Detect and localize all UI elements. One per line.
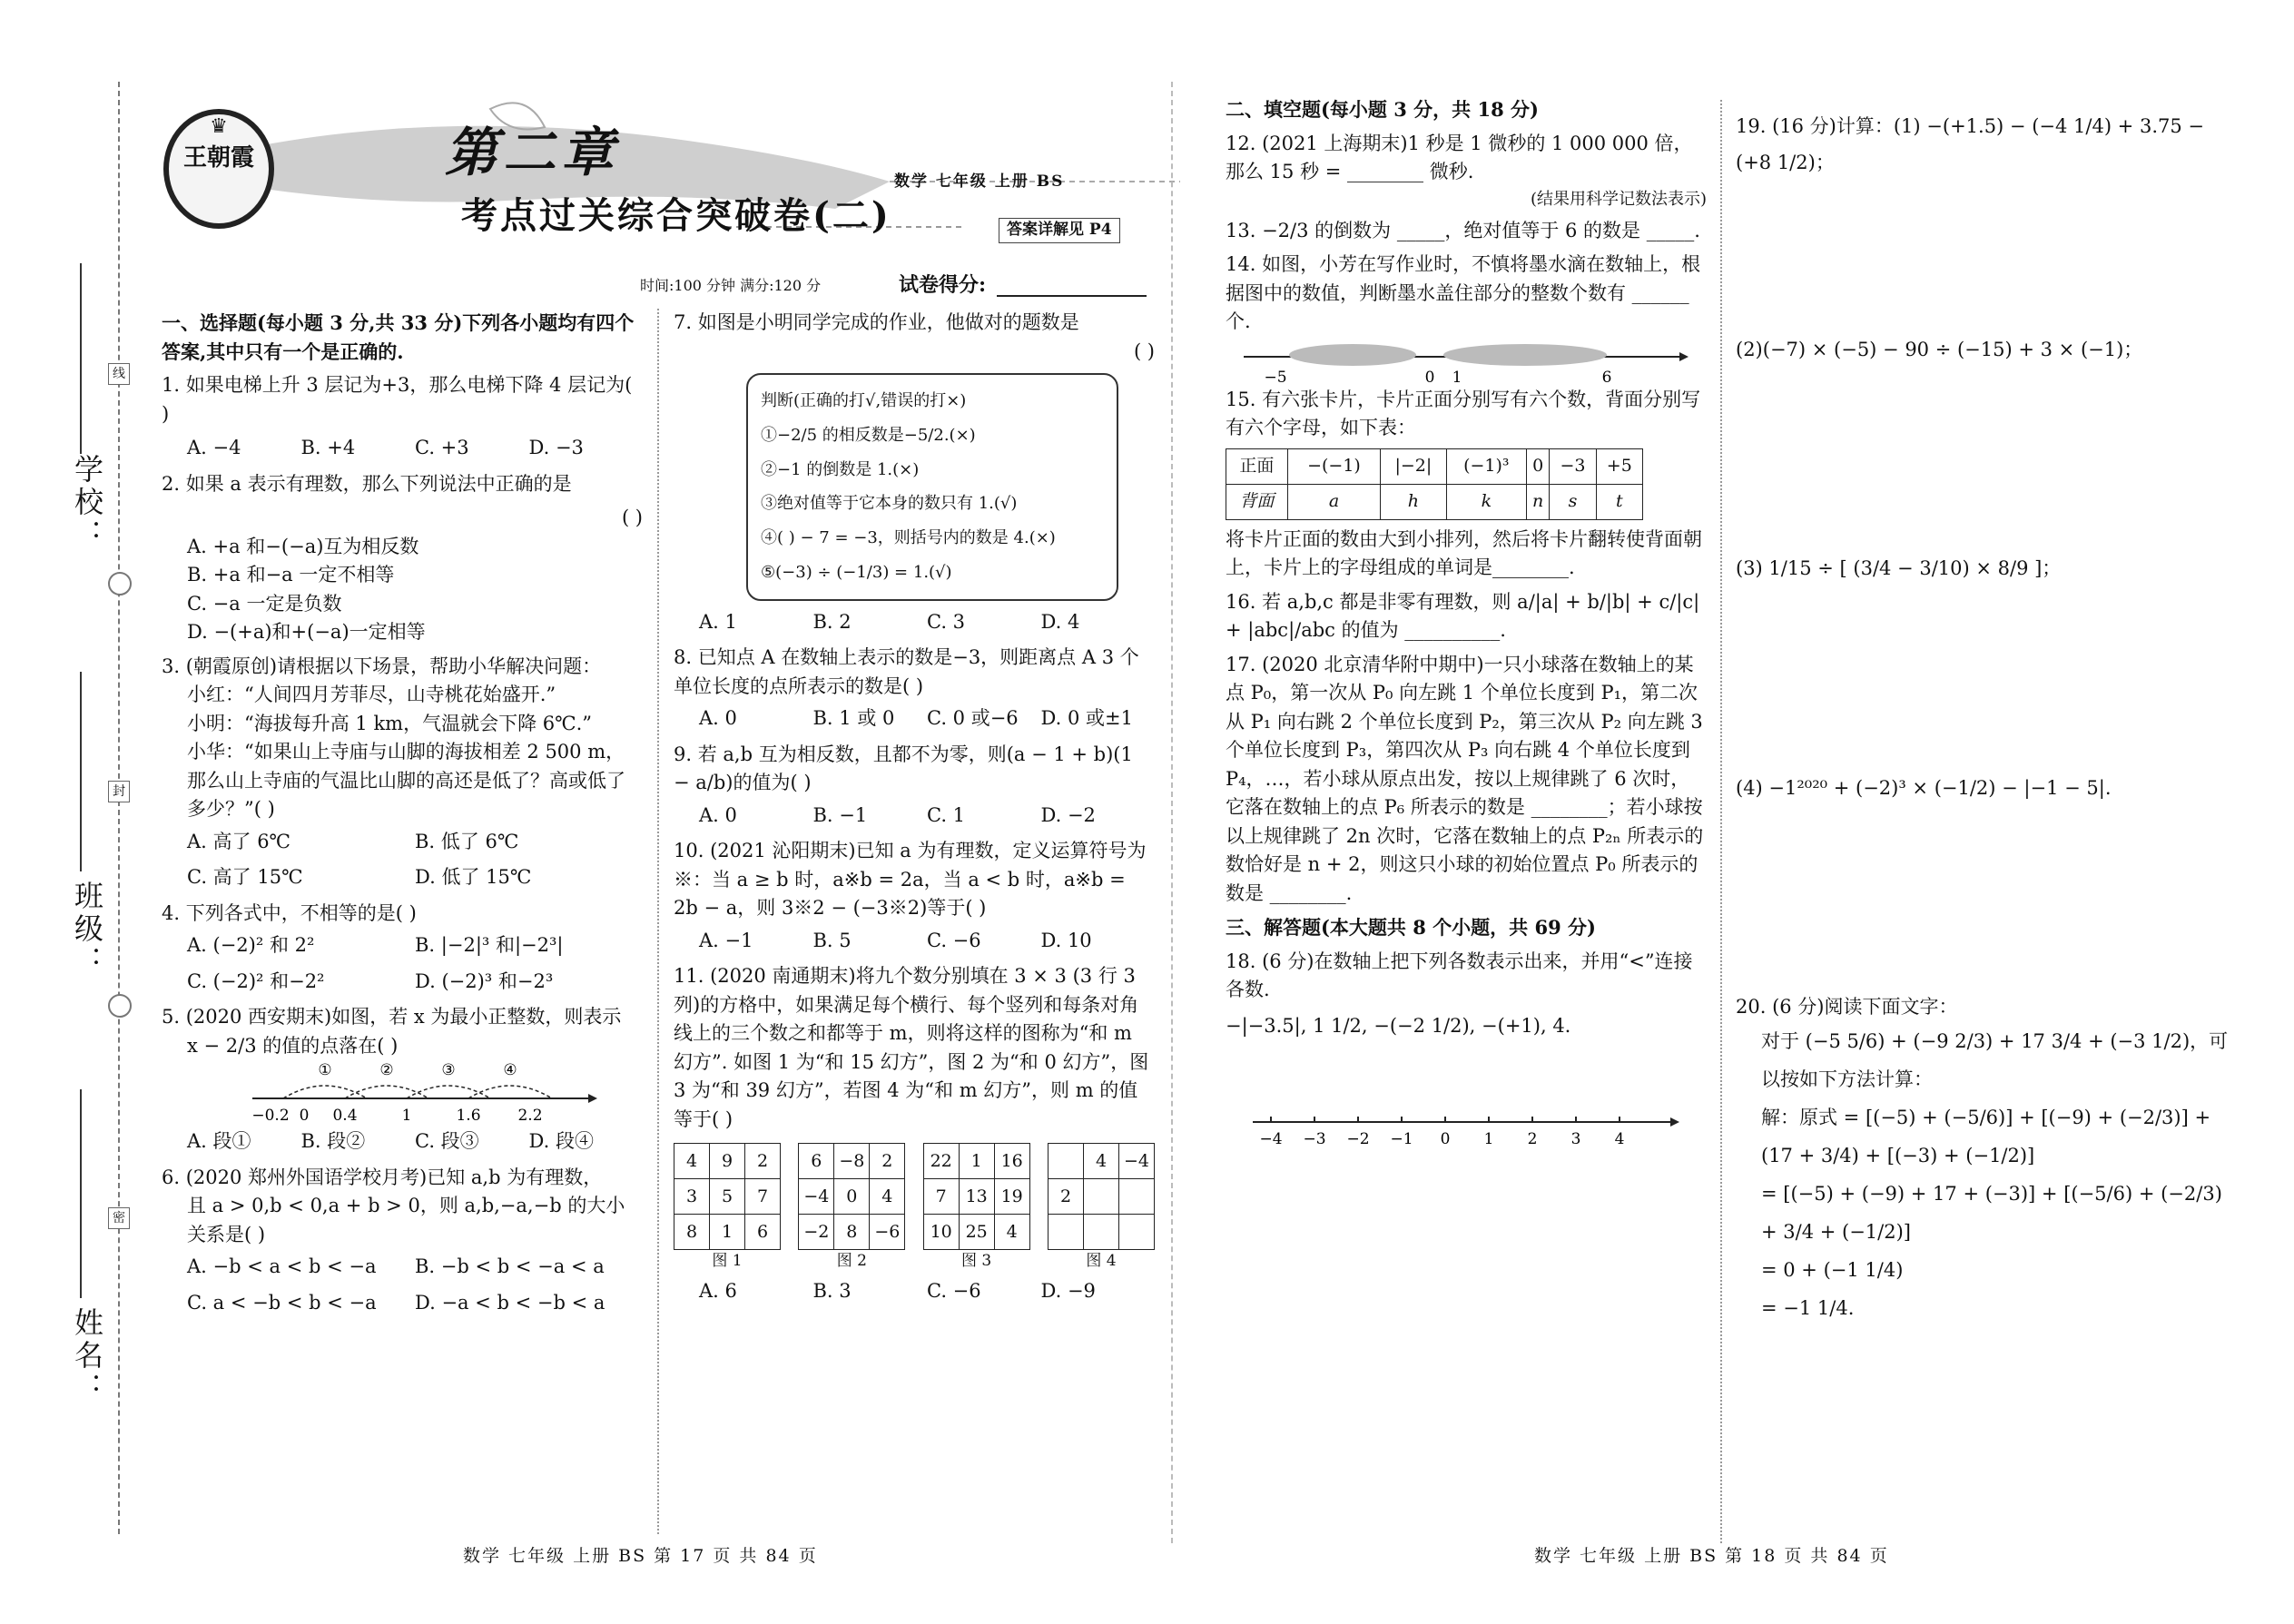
column-divider xyxy=(657,309,659,1534)
grid-cell: −8 xyxy=(834,1144,870,1179)
options-9 xyxy=(699,802,1155,831)
question-3-line: 小华：“如果山上寺庙与山脚的海拔相差 2 500 m，那么山上寺庙的气温比山脚的高还是低了？高或低了多少？”( ) xyxy=(187,741,625,820)
option[interactable]: D. 段④ xyxy=(528,1130,594,1152)
question-20-line: 对于 (−5 5/6) + (−9 2/3) + 17 3/4 + (−3 1/2)，可以按如下方法计算： xyxy=(1761,1029,2229,1090)
logo-crown-icon: ♛ xyxy=(210,115,228,138)
grid-cell: 0 xyxy=(834,1179,870,1215)
section-choice-heading: 一、选择题(每小题 3 分,共 33 分)下列各小题均有四个答案,其中只有一个是正确的. xyxy=(162,311,635,363)
options-3b xyxy=(187,863,643,892)
tick-label: 4 xyxy=(1614,1130,1625,1148)
left-column xyxy=(162,309,643,1324)
score-blank[interactable] xyxy=(997,295,1147,297)
tick-label: 1 xyxy=(1483,1130,1494,1148)
option[interactable]: B. −1 xyxy=(812,803,868,826)
question-17: 17. (2020 北京清华附中期中)一只小球落在数轴上的某点 P₀，第一次从 P₀ 向左跳 1 个单位长度到 P₁，第二次从 P₁ 向右跳 2 个单位长度到 P₂，第三次从 P₂ 向左跳 3 个单位长度到 P₃，第四次从 P₃ 向右跳 4 个单位长度到 P₄，…，若小球从原点出发，按以上规律跳了 6 次时，它落在数轴上的点 P₆ 所表示的数是 ________；若小球按以上规律跳了 2n 次时，它落在数轴上的点 P₂ₙ 所表示的数恰好是 n + 2，则这只小球的初始位置点 P₀ 所表示的数是 ________. xyxy=(1226,653,1704,904)
right-column-1 xyxy=(1226,95,1707,1158)
tick-label: 1.6 xyxy=(456,1107,481,1124)
option[interactable]: A. 1 xyxy=(699,610,737,633)
magic-square xyxy=(1048,1143,1155,1250)
option[interactable]: D. −2 xyxy=(1040,803,1096,826)
question-3-line: 小红：“人间四月芳菲尽，山寺桃花始盛开.” xyxy=(187,684,556,705)
card-table xyxy=(1226,448,1643,520)
grid-cell: 4 xyxy=(994,1215,1029,1250)
card-cell: t xyxy=(1596,484,1642,519)
homework-line: ⑤(−3) ÷ (−1/3) = 1.(√) xyxy=(761,562,952,582)
option[interactable]: C. (−2)² 和−2² xyxy=(187,969,325,992)
tick-label: 0 xyxy=(1424,368,1435,386)
grid-cell: 1 xyxy=(959,1144,994,1179)
card-cell: (−1)³ xyxy=(1446,448,1526,484)
question-20-line: = [(−5) + (−9) + 17 + (−3)] + [(−5/6) + (−2/3) + 3/4 + (−1/2)] xyxy=(1761,1182,2222,1243)
question-19-2: (2)(−7) × (−5) − 90 ÷ (−15) + 3 × (−1)； xyxy=(1736,338,2143,360)
binding-tag: 密 xyxy=(108,1207,130,1229)
question-1: 1. 如果电梯上升 3 层记为+3，那么电梯下降 4 层记为( ) xyxy=(162,374,633,425)
magic-square-fig xyxy=(674,1143,781,1274)
option[interactable]: A. 高了 6℃ xyxy=(187,830,291,852)
binding-line xyxy=(118,82,120,1534)
logo-text: 王朝霞 xyxy=(182,144,254,172)
question-5: 5. (2020 西安期末)如图，若 x 为最小正整数，则表示 xyxy=(162,1006,622,1028)
time-info: 时间:100 分钟 满分:120 分 xyxy=(640,277,822,294)
grid-cell xyxy=(1048,1215,1083,1250)
magic-square xyxy=(923,1143,1030,1250)
question-18: 18. (6 分)在数轴上把下列各数表示出来，并用“<”连接各数. xyxy=(1226,950,1693,1000)
ink-blot-icon xyxy=(1443,344,1607,366)
tick-label: 1 xyxy=(1452,368,1462,386)
option[interactable]: B. 低了 6℃ xyxy=(415,830,519,852)
tick-label: −5 xyxy=(1264,368,1287,386)
answer-paren[interactable]: ( ) xyxy=(621,507,643,528)
homework-box xyxy=(746,373,1118,601)
question-20-line: = −1 1/4. xyxy=(1761,1296,1855,1319)
option[interactable]: A. +a 和−(−a)互为相反数 xyxy=(187,535,419,557)
magic-square-fig xyxy=(923,1143,1030,1274)
grid-cell: 6 xyxy=(799,1144,834,1179)
name-label: 姓名： xyxy=(70,1307,104,1405)
option[interactable]: B. |−2|³ 和|−2³| xyxy=(415,934,564,956)
subject-tag: 数学 七年级 上册 BS xyxy=(894,172,1065,191)
page-divider xyxy=(1171,82,1173,1543)
figure-caption: 图 1 xyxy=(712,1252,743,1271)
binding-hole-icon xyxy=(108,994,132,1018)
option[interactable]: B. +4 xyxy=(300,437,356,458)
option[interactable]: A. 段① xyxy=(187,1130,251,1152)
right-column-2 xyxy=(1736,109,2244,1327)
question-12: 12. (2021 上海期末)1 秒是 1 微秒的 1 000 000 倍，那么 15 秒 = ________ 微秒. xyxy=(1226,132,1693,182)
binding-tag: 线 xyxy=(108,363,130,385)
option[interactable]: D. −a < b < −b < a xyxy=(415,1291,605,1314)
magic-square-row xyxy=(674,1143,1155,1274)
question-3-line: 小明：“海拔每升高 1 km，气温就会下降 6℃.” xyxy=(187,712,593,734)
number-line-figure xyxy=(180,1060,634,1124)
magic-square-fig xyxy=(1048,1143,1155,1274)
grid-cell: 25 xyxy=(959,1215,994,1250)
question-19-1: 19. (16 分)计算：(1) −(+1.5) − (−4 1/4) + 3.75 − (+8 1/2)； xyxy=(1736,115,2204,173)
options-4 xyxy=(187,931,643,960)
homework-line: ③绝对值等于它本身的数只有 1.(√) xyxy=(761,494,1018,514)
option[interactable]: D. −(+a)和+(−a)一定相等 xyxy=(187,621,426,643)
question-14: 14. 如图，小芳在写作业时，不慎将墨水滴在数轴上，根据图中的数值，判断墨水盖住部分的整数个数有 ______ 个. xyxy=(1226,253,1701,332)
option[interactable]: D. 低了 15℃ xyxy=(415,866,532,888)
grid-cell xyxy=(1118,1179,1154,1215)
segment-label: ④ xyxy=(503,1061,517,1079)
answer-number-line[interactable] xyxy=(1226,1104,1698,1158)
grid-cell xyxy=(1118,1215,1154,1250)
option[interactable]: C. 高了 15℃ xyxy=(187,866,303,888)
grid-cell: 16 xyxy=(994,1144,1029,1179)
options-5 xyxy=(187,1127,643,1156)
segment-label: ③ xyxy=(441,1061,456,1079)
question-2: 2. 如果 a 表示有理数，那么下列说法中正确的是 xyxy=(162,472,572,495)
card-cell: h xyxy=(1381,484,1447,519)
question-15-b: 将卡片正面的数由大到小排列，然后将卡片翻转使背面朝上，卡片上的字母组成的单词是________. xyxy=(1226,527,1702,578)
question-13: 13. −2/3 的倒数为 _____，绝对值等于 6 的数是 _____. xyxy=(1226,219,1700,241)
grid-cell: 3 xyxy=(674,1179,710,1215)
answer-ref: 答案详解见 P4 xyxy=(999,218,1120,243)
option[interactable]: A. −4 xyxy=(187,437,241,458)
segment-label: ② xyxy=(379,1061,394,1079)
option[interactable]: A. 0 xyxy=(699,803,737,826)
school-blank[interactable] xyxy=(80,263,82,454)
question-6: 6. (2020 郑州外国语学校月考)已知 a,b 为有理数， xyxy=(162,1166,603,1188)
grid-cell: 5 xyxy=(710,1179,745,1215)
card-cell: a xyxy=(1287,484,1380,519)
tick-label: 3 xyxy=(1570,1130,1581,1148)
option[interactable]: D. (−2)³ 和−2³ xyxy=(415,969,554,992)
card-cell: s xyxy=(1550,484,1596,519)
grid-cell: −6 xyxy=(870,1215,905,1250)
option[interactable]: B. 1 或 0 xyxy=(812,707,895,730)
option[interactable]: D. 10 xyxy=(1040,929,1092,951)
options-1 xyxy=(187,434,643,463)
question-5-line: x − 2/3 的值的点落在( ) xyxy=(187,1034,399,1057)
card-cell: −(−1) xyxy=(1287,448,1380,484)
tick-label: 0.4 xyxy=(332,1107,358,1124)
question-19-3: (3) 1/15 ÷ [ (3/4 − 3/10) × 8/9 ]； xyxy=(1736,557,2062,580)
question-9: 9. 若 a,b 互为相反数，且都不为零，则(a − 1 + b)(1 − a/b)的值为( ) xyxy=(674,743,1133,794)
score-label: 试卷得分: xyxy=(899,273,987,297)
question-20: 20. (6 分)阅读下面文字： xyxy=(1736,996,1958,1019)
grid-cell xyxy=(1048,1144,1083,1179)
question-19-4: (4) −1²⁰²⁰ + (−2)³ × (−1/2) − |−1 − 5|. xyxy=(1736,776,2112,799)
tick-label: 1 xyxy=(401,1107,412,1124)
option[interactable]: A. 6 xyxy=(699,1279,737,1302)
grid-cell: 2 xyxy=(1048,1179,1083,1215)
grid-cell: 8 xyxy=(834,1215,870,1250)
homework-line: 判断(正确的打√,错误的打×) xyxy=(761,391,967,410)
question-18-nums: −|−3.5|, 1 1/2, −(−2 1/2), −(+1), 4. xyxy=(1226,1014,1571,1037)
magic-square xyxy=(798,1143,905,1250)
grid-cell: 4 xyxy=(674,1144,710,1179)
options-6b xyxy=(187,1289,643,1318)
question-10: 10. (2021 沁阳期末)已知 a 为有理数，定义运算符号为※：当 a ≥ b 时，a※b = 2a，当 a < b 时，a※b = 2b − a，则 3※2 − (−3※2)等于( ) xyxy=(674,840,1147,920)
magic-square xyxy=(674,1143,781,1250)
grid-cell: 4 xyxy=(870,1179,905,1215)
tick-label: −2 xyxy=(1346,1130,1370,1148)
column-divider xyxy=(1720,100,1722,1543)
options-3 xyxy=(187,828,643,857)
question-20-line: = 0 + (−1 1/4) xyxy=(1761,1258,1904,1281)
card-cell: +5 xyxy=(1596,448,1642,484)
options-4b xyxy=(187,968,643,997)
class-blank[interactable] xyxy=(80,672,82,871)
tick-label: 2.2 xyxy=(517,1107,543,1124)
class-label: 班级： xyxy=(70,881,104,979)
question-7: 7. 如图是小明同学完成的作业，他做对的题数是 xyxy=(674,311,1079,333)
option[interactable]: C. −6 xyxy=(927,929,981,951)
question-20-line: 解：原式 = [(−5) + (−5/6)] + [(−9) + (−2/3)] + (17 + 3/4) + [(−3) + (−1/2)] xyxy=(1761,1106,2211,1166)
option[interactable]: D. 0 或±1 xyxy=(1040,707,1133,730)
magic-square-fig xyxy=(798,1143,905,1274)
answer-paren[interactable]: ( ) xyxy=(1133,340,1155,362)
options-11 xyxy=(699,1277,1155,1306)
option[interactable]: B. 5 xyxy=(812,929,852,951)
card-cell: n xyxy=(1527,484,1550,519)
question-11: 11. (2020 南通期末)将九个数分别填在 3 × 3 (3 行 3 列)的方格中，如果满足每个横行、每个竖列和每条对角线上的三个数之和都等于 m，则将这样的图称为“和 m 幻方”. 如图 1 为“和 15 幻方”，图 2 为“和 0 幻方”，图 3 为“和 39 幻方”，若图 4 为“和 m 幻方”，则 m 的值等于( ) xyxy=(674,965,1149,1130)
tick-label: −3 xyxy=(1303,1130,1326,1148)
grid-cell: 2 xyxy=(745,1144,781,1179)
paper-title: 考点过关综合突破卷(二) xyxy=(461,194,891,237)
option[interactable]: B. 3 xyxy=(812,1279,852,1302)
tick-label: 0 xyxy=(299,1107,310,1124)
grid-cell: 2 xyxy=(870,1144,905,1179)
chapter-title: 第二章 xyxy=(445,122,620,183)
grid-cell: 7 xyxy=(923,1179,959,1215)
options-6 xyxy=(187,1253,643,1282)
option[interactable]: C. −a 一定是负数 xyxy=(187,592,342,615)
grid-cell: 13 xyxy=(959,1179,994,1215)
footer-right: 数学 七年级 上册 BS 第 18 页 共 84 页 xyxy=(1534,1546,1889,1566)
option[interactable]: A. (−2)² 和 2² xyxy=(187,934,315,956)
grid-cell: 6 xyxy=(745,1215,781,1250)
question-16: 16. 若 a,b,c 都是非零有理数，则 a/|a| + b/|b| + c/|c| + |abc|/abc 的值为 __________. xyxy=(1226,590,1700,641)
binding-tag: 封 xyxy=(108,781,130,802)
grid-cell xyxy=(1083,1215,1118,1250)
option[interactable]: B. 段② xyxy=(300,1130,366,1152)
option[interactable]: A. −b < a < b < −a xyxy=(187,1255,377,1277)
homework-line: ②−1 的倒数是 1.(×) xyxy=(761,459,920,479)
name-blank[interactable] xyxy=(80,1089,82,1298)
option[interactable]: C. 1 xyxy=(927,803,966,826)
tick-label: −4 xyxy=(1259,1130,1283,1148)
school-label: 学校： xyxy=(70,454,104,552)
option[interactable]: C. 0 或−6 xyxy=(927,707,1019,730)
question-6-line: 且 a > 0,b < 0,a + b > 0，则 a,b,−a,−b 的大小关系是( ) xyxy=(187,1195,625,1245)
question-12-note: (结果用科学记数法表示) xyxy=(1530,189,1707,209)
option[interactable]: A. 0 xyxy=(699,707,737,730)
option[interactable]: D. −9 xyxy=(1040,1279,1096,1302)
grid-cell: 10 xyxy=(923,1215,959,1250)
option[interactable]: D. 4 xyxy=(1040,610,1080,633)
card-cell: 0 xyxy=(1527,448,1550,484)
section-solve-heading: 三、解答题(本大题共 8 个小题，共 69 分) xyxy=(1226,916,1596,939)
card-cell: |−2| xyxy=(1381,448,1447,484)
option[interactable]: B. +a 和−a 一定不相等 xyxy=(187,564,395,586)
grid-cell: −4 xyxy=(1118,1144,1154,1179)
segment-label: ① xyxy=(318,1061,332,1079)
section-fill-heading: 二、填空题(每小题 3 分，共 18 分) xyxy=(1226,98,1539,121)
tick-label: 0 xyxy=(1440,1130,1451,1148)
tick-label: 6 xyxy=(1601,368,1612,386)
grid-cell: 8 xyxy=(674,1215,710,1250)
grid-cell: 7 xyxy=(745,1179,781,1215)
question-3: 3. (朝霞原创)请根据以下场景，帮助小华解决问题： xyxy=(162,655,602,677)
option[interactable]: C. 3 xyxy=(927,610,966,633)
option[interactable]: C. 段③ xyxy=(415,1130,479,1152)
binding-hole-icon xyxy=(108,572,132,595)
card-cell: 正面 xyxy=(1226,448,1288,484)
homework-line: ①−2/5 的相反数是−5/2.(×) xyxy=(761,425,976,445)
card-cell: k xyxy=(1446,484,1526,519)
homework-line: ④( ) − 7 = −3，则括号内的数是 4.(×) xyxy=(761,528,1056,548)
options-7 xyxy=(699,608,1155,637)
figure-caption: 图 4 xyxy=(1086,1252,1117,1271)
grid-cell: 9 xyxy=(710,1144,745,1179)
options-8 xyxy=(699,704,1155,733)
figure-caption: 图 3 xyxy=(961,1252,992,1271)
grid-cell: 22 xyxy=(923,1144,959,1179)
grid-cell: 1 xyxy=(710,1215,745,1250)
grid-cell: 4 xyxy=(1083,1144,1118,1179)
middle-column xyxy=(674,309,1155,1313)
option[interactable]: B. −b < b < −a < a xyxy=(415,1255,605,1277)
options-10 xyxy=(699,927,1155,956)
question-8: 8. 已知点 A 在数轴上表示的数是−3，则距离点 A 3 个单位长度的点所表示的数是( ) xyxy=(674,646,1139,697)
logo-badge xyxy=(163,109,274,229)
option[interactable]: B. 2 xyxy=(812,610,852,633)
option[interactable]: D. −3 xyxy=(528,437,584,458)
tick-label: −1 xyxy=(1390,1130,1413,1148)
tick-label: 2 xyxy=(1527,1130,1538,1148)
grid-cell: −2 xyxy=(799,1215,834,1250)
grid-cell xyxy=(1083,1179,1118,1215)
question-4: 4. 下列各式中，不相等的是( ) xyxy=(162,901,417,924)
question-15: 15. 有六张卡片，卡片正面分别写有六个数，背面分别写有六个字母，如下表： xyxy=(1226,388,1701,438)
card-cell: −3 xyxy=(1550,448,1596,484)
grid-cell: −4 xyxy=(799,1179,834,1215)
option[interactable]: C. +3 xyxy=(415,437,469,458)
footer-left: 数学 七年级 上册 BS 第 17 页 共 84 页 xyxy=(463,1546,818,1566)
option[interactable]: C. −6 xyxy=(927,1279,981,1302)
grid-cell: 19 xyxy=(994,1179,1029,1215)
option[interactable]: A. −1 xyxy=(699,929,753,951)
figure-caption: 图 2 xyxy=(836,1252,867,1271)
ink-number-line xyxy=(1226,337,1698,386)
ink-blot-icon xyxy=(1289,344,1416,366)
card-cell: 背面 xyxy=(1226,484,1288,519)
tick-label: −0.2 xyxy=(251,1107,290,1124)
option[interactable]: C. a < −b < b < −a xyxy=(187,1291,377,1314)
